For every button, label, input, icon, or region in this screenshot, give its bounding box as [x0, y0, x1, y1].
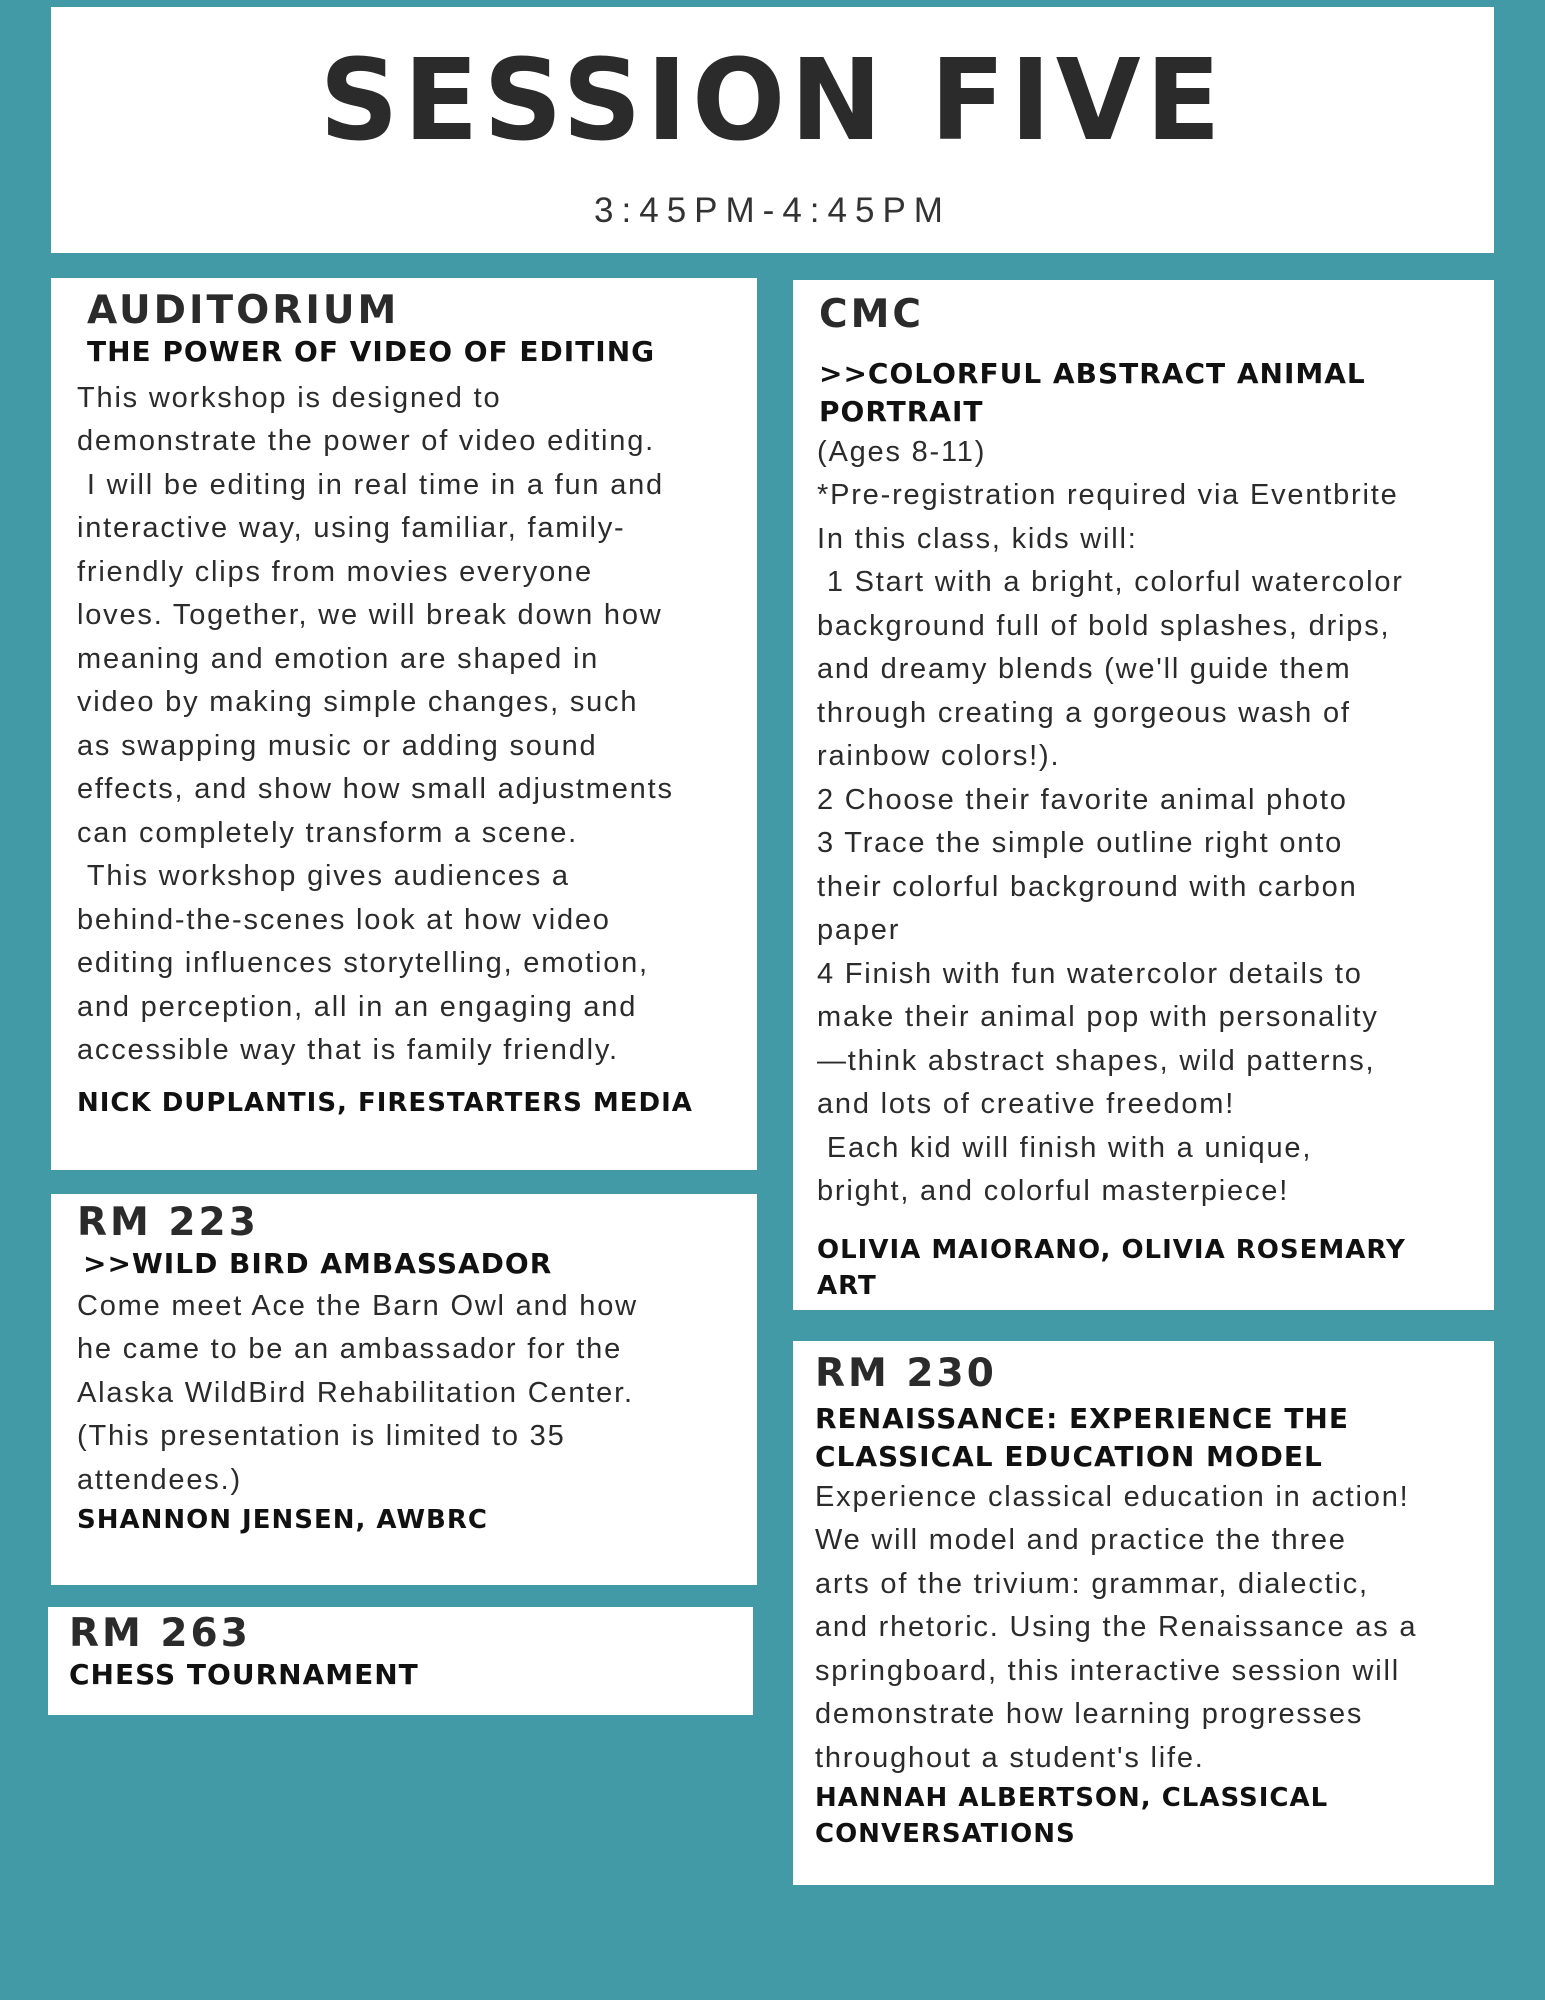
presentation-description: (Ages 8-11) *Pre-registration required via Eventbrite In this class, kids will: 1 Start with a bright, colorful watercolor background full of bold splashes, drips, and dreamy blends (we'll guide them through creating a gorgeous wash of rainbow colors!). 2 Choose their favorite animal photo 3 Trace the simple outline right onto their colorful background with carbon paper 4 Finish with fun watercolor details to make their animal pop with personality —think abstract shapes, wild patterns, and lots of creative freedom! Each kid will finish with a unique, bright, and colorful masterpiece!: [817, 435, 1404, 1208]
presenter-name: OLIVIA MAIORANO, OLIVIA ROSEMARY ART: [817, 1234, 1406, 1301]
presentation-description: Come meet Ace the Barn Owl and how he came to be an ambassador for the Alaska WildBird Rehabilitation Center. (This presentation is limited to 35 attendees.): [77, 1289, 638, 1496]
session-card-auditorium: [51, 278, 757, 1170]
presentation-title: >>WILD BIRD AMBASSADOR: [83, 1246, 553, 1280]
session-header: [51, 7, 1494, 253]
session-card-cmc: [793, 280, 1494, 1310]
session-card-rm-223: [51, 1194, 757, 1585]
session-card-rm-263: [48, 1607, 753, 1715]
room-name: CMC: [819, 292, 925, 337]
session-title: SESSION FIVE: [319, 36, 1226, 166]
presentation-description: Experience classical education in action! We will model and practice the three arts of the trivium: grammar, dialectic, and rhetoric. Using the Renaissance as a springboard, this interactive session will demonstrate how learning progresses throughout a student's life.: [815, 1480, 1418, 1774]
presenter-name: HANNAH ALBERTSON, CLASSICAL CONVERSATIONS: [815, 1783, 1329, 1850]
session-time: 3:45PM-4:45PM: [594, 191, 951, 230]
room-name: RM 263: [69, 1611, 251, 1656]
presenter-name: SHANNON JENSEN, AWBRC: [77, 1505, 488, 1536]
presentation-title: THE POWER OF VIDEO OF EDITING: [87, 334, 656, 368]
room-name: AUDITORIUM: [87, 288, 400, 333]
presentation-title: RENAISSANCE: EXPERIENCE THE CLASSICAL EDUCATION MODEL: [815, 1401, 1349, 1473]
room-name: RM 223: [77, 1200, 259, 1245]
presenter-name: NICK DUPLANTIS, FIRESTARTERS MEDIA: [77, 1087, 693, 1118]
presentation-title: CHESS TOURNAMENT: [69, 1657, 419, 1691]
room-name: RM 230: [815, 1351, 997, 1396]
session-card-rm-230: [793, 1341, 1494, 1885]
presentation-title: >>COLORFUL ABSTRACT ANIMAL PORTRAIT: [819, 356, 1366, 428]
presentation-description: This workshop is designed to demonstrate the power of video editing. I will be editing in real time in a fun and interactive way, using familiar, family- friendly clips from movies everyone loves. Together, we will break down how meaning and emotion are shaped in video by making simple changes, such as swapping music or adding sound effects, and show how small adjustments can completely transform a scene. This workshop gives audiences a behind-the-scenes look at how video editing influences storytelling, emotion, and perception, all in an engaging and accessible way that is family friendly.: [77, 381, 674, 1067]
